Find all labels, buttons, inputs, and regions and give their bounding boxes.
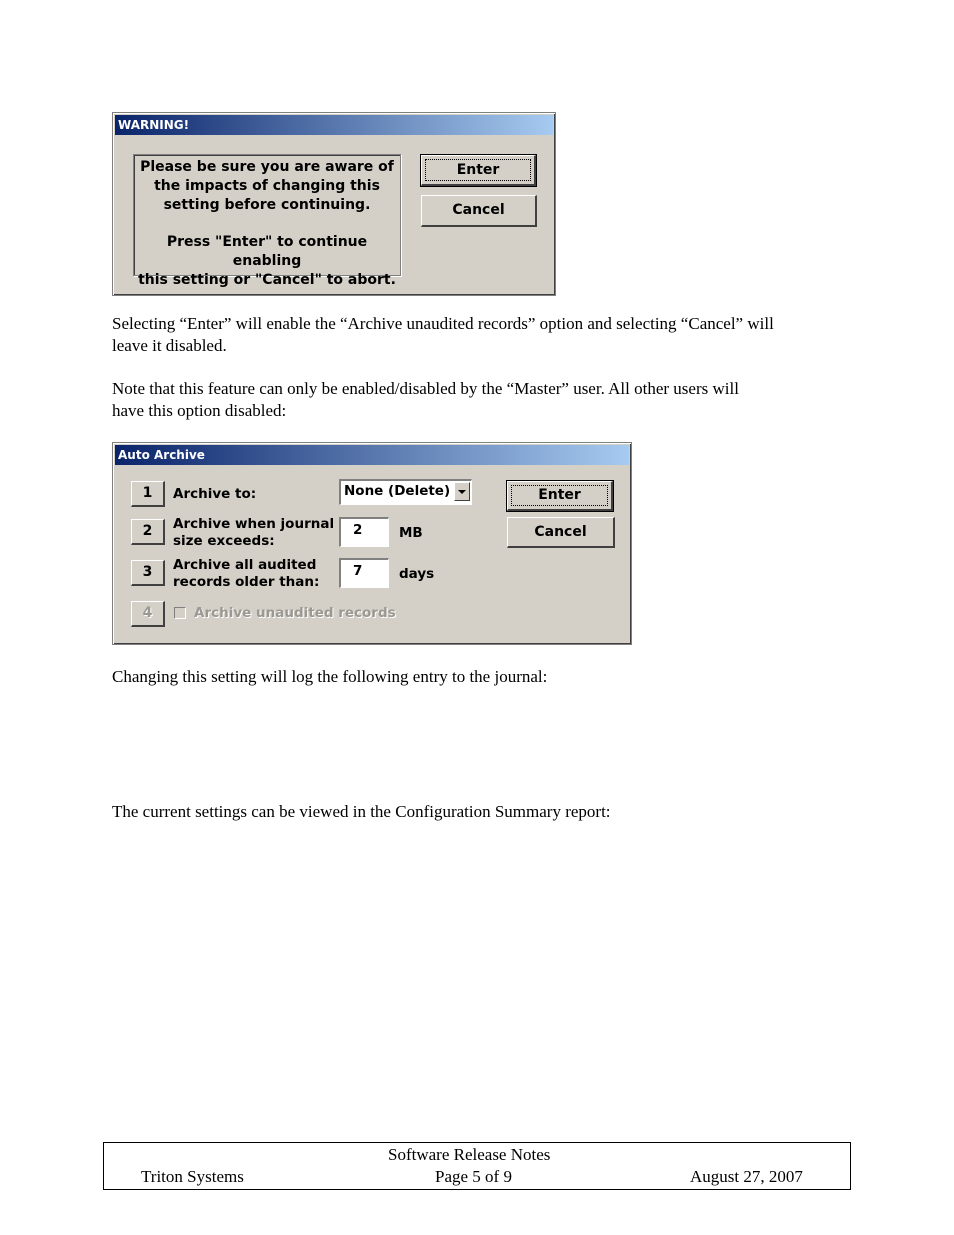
journal-size-input[interactable]: 2 xyxy=(339,517,389,547)
paragraph-enter-explanation xyxy=(112,313,852,357)
archive-unaudited-checkbox xyxy=(174,607,186,619)
row-3-number: 3 xyxy=(142,564,153,580)
audited-age-unit: days xyxy=(399,566,435,582)
cancel-button[interactable] xyxy=(507,517,615,548)
warning-message-line: Press "Enter" to continue enabling xyxy=(166,234,368,269)
cancel-button[interactable] xyxy=(421,195,537,227)
paragraph-line: leave it disabled. xyxy=(112,336,227,355)
label-line: Archive when journal xyxy=(173,516,335,532)
page-footer xyxy=(103,1142,851,1190)
focus-indicator xyxy=(425,159,531,181)
audited-age-input[interactable]: 7 xyxy=(339,558,389,588)
focus-indicator xyxy=(511,485,608,506)
paragraph-configuration-summary: The current settings can be viewed in the Configuration Summary report: xyxy=(112,802,611,821)
warning-dialog-title: WARNING! xyxy=(115,115,553,135)
row-1-number: 1 xyxy=(142,485,153,501)
paragraph-master-user-note xyxy=(112,378,852,422)
warning-message-line: this setting or "Cancel" to abort. xyxy=(138,272,396,288)
cancel-button-label: Cancel xyxy=(534,524,587,540)
journal-size-label xyxy=(173,516,334,550)
archive-unaudited-label: Archive unaudited records xyxy=(194,605,396,621)
archive-to-selected-value: None (Delete) xyxy=(344,483,451,499)
warning-message-line: Please be sure you are aware of xyxy=(140,159,394,175)
enter-button[interactable] xyxy=(421,155,536,186)
dropdown-arrow-button[interactable] xyxy=(454,482,470,501)
row-1-number-button[interactable] xyxy=(131,481,165,507)
enter-button-label: Enter xyxy=(538,487,581,503)
footer-page-number: Page 5 of 9 xyxy=(435,1167,512,1186)
paragraph-line: Selecting “Enter” will enable the “Archive unaudited records” option and selecting “Cancel” will xyxy=(112,314,774,333)
enter-button-label: Enter xyxy=(456,162,500,178)
cancel-button-label: Cancel xyxy=(452,202,505,218)
auto-archive-dialog xyxy=(112,442,632,645)
row-4-number-button xyxy=(131,601,165,627)
paragraph-line: have this option disabled: xyxy=(112,401,287,420)
warning-message-line: setting before continuing. xyxy=(163,197,371,213)
row-2-number-button[interactable] xyxy=(131,519,165,545)
warning-message-line: the impacts of changing this xyxy=(154,178,380,194)
footer-title: Software Release Notes xyxy=(388,1145,551,1164)
paragraph-journal-entry: Changing this setting will log the following entry to the journal: xyxy=(112,667,548,686)
label-line: Archive all audited xyxy=(173,557,317,573)
row-4-number: 4 xyxy=(142,605,153,621)
row-2-number: 2 xyxy=(142,523,153,539)
auto-archive-dialog-title: Auto Archive xyxy=(115,445,629,465)
warning-message-box xyxy=(133,154,401,288)
chevron-down-icon xyxy=(455,483,469,500)
journal-size-unit: MB xyxy=(399,525,423,541)
label-line: records older than: xyxy=(173,574,320,590)
archive-to-label: Archive to: xyxy=(173,486,257,502)
label-line: size exceeds: xyxy=(173,533,275,549)
warning-dialog xyxy=(112,112,556,296)
paragraph-line: Note that this feature can only be enabled/disabled by the “Master” user. All other users will xyxy=(112,379,739,398)
footer-company: Triton Systems xyxy=(141,1167,244,1186)
audited-age-label xyxy=(173,557,319,591)
footer-date: August 27, 2007 xyxy=(690,1167,803,1186)
archive-to-select[interactable] xyxy=(339,479,472,505)
enter-button[interactable] xyxy=(507,481,613,511)
row-3-number-button[interactable] xyxy=(131,560,165,586)
